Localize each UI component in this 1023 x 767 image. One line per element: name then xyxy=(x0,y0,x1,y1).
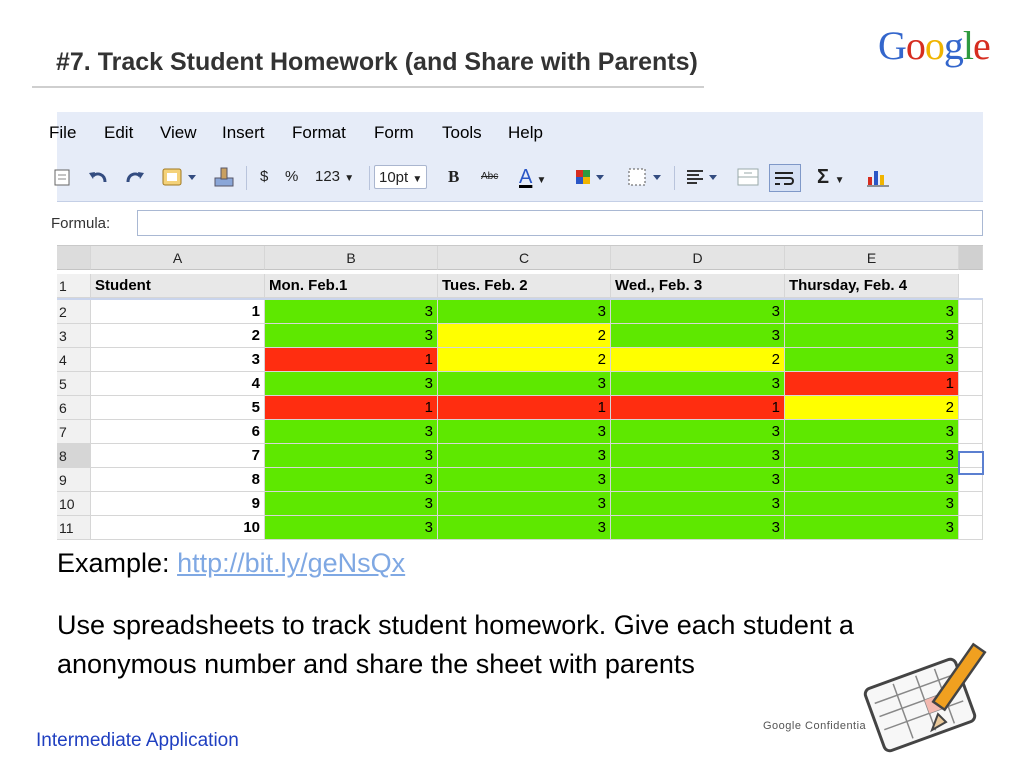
score-cell[interactable]: 3 xyxy=(438,468,611,492)
bold-button[interactable]: B xyxy=(448,167,460,186)
score-cell[interactable]: 1 xyxy=(438,396,611,420)
chevron-down-icon: ▼ xyxy=(344,173,355,184)
score-cell[interactable]: 3 xyxy=(611,444,785,468)
row-header[interactable]: 4 xyxy=(57,348,91,372)
menu-file[interactable]: File xyxy=(49,123,77,142)
score-cell[interactable]: 3 xyxy=(438,516,611,540)
fill-color-button[interactable] xyxy=(574,165,608,189)
sum-icon: Σ xyxy=(817,166,830,188)
undo-icon[interactable] xyxy=(87,165,111,189)
example-label: Example: xyxy=(57,548,178,578)
menu-form[interactable]: Form xyxy=(374,123,414,142)
column-title-cell[interactable]: Thursday, Feb. 4 xyxy=(785,274,959,298)
empty-cell[interactable] xyxy=(959,396,983,420)
borders-button[interactable] xyxy=(627,165,667,189)
logo-letter: l xyxy=(962,23,974,68)
score-cell[interactable]: 3 xyxy=(785,492,959,516)
font-size-select[interactable] xyxy=(374,165,427,189)
clear-format-icon[interactable] xyxy=(212,165,236,189)
row-header[interactable]: 3 xyxy=(57,324,91,348)
student-cell[interactable]: 5 xyxy=(91,396,265,420)
chart-icon[interactable] xyxy=(865,165,891,189)
score-cell[interactable]: 3 xyxy=(265,444,438,468)
score-cell[interactable]: 3 xyxy=(265,468,438,492)
menu-tools[interactable]: Tools xyxy=(442,123,482,142)
student-cell[interactable]: 8 xyxy=(91,468,265,492)
empty-cell[interactable] xyxy=(959,324,983,348)
student-cell[interactable]: 1 xyxy=(91,300,265,324)
student-cell[interactable]: 10 xyxy=(91,516,265,540)
percent-button[interactable]: % xyxy=(285,168,299,185)
empty-cell[interactable] xyxy=(959,516,983,540)
formula-bar xyxy=(51,202,983,246)
student-cell[interactable]: 6 xyxy=(91,420,265,444)
align-button[interactable] xyxy=(685,165,725,189)
empty-cell[interactable] xyxy=(959,300,983,324)
score-cell[interactable]: 3 xyxy=(438,492,611,516)
score-cell[interactable]: 3 xyxy=(265,300,438,324)
column-header-a[interactable]: A xyxy=(91,246,265,270)
spreadsheet-pencil-icon xyxy=(866,636,1006,756)
empty-cell[interactable] xyxy=(959,348,983,372)
student-cell[interactable]: 3 xyxy=(91,348,265,372)
menu-view[interactable]: View xyxy=(160,123,197,142)
logo-letter: o xyxy=(905,23,925,68)
spreadsheet-grid xyxy=(57,246,983,535)
score-cell[interactable]: 1 xyxy=(611,396,785,420)
print-icon[interactable] xyxy=(53,165,73,189)
description-text: Use spreadsheets to track student homework. Give each student a anonymous number and share the sheet with parents xyxy=(57,610,854,679)
logo-letter: G xyxy=(878,23,906,68)
formula-label: Formula: xyxy=(51,215,111,232)
column-title-cell[interactable]: Student xyxy=(91,274,265,298)
row-header[interactable]: 9 xyxy=(57,468,91,492)
logo-letter: o xyxy=(924,23,944,68)
score-cell[interactable]: 1 xyxy=(265,348,438,372)
example-line xyxy=(57,548,405,579)
confidential-label: Google Confidentia xyxy=(763,720,867,732)
column-header-d[interactable]: D xyxy=(611,246,785,270)
strikethrough-button[interactable]: Abc xyxy=(481,171,499,182)
score-cell[interactable]: 2 xyxy=(438,324,611,348)
row-header[interactable]: 1 xyxy=(57,274,91,298)
menu-bar xyxy=(49,112,983,152)
number-format-button[interactable] xyxy=(315,165,354,189)
chevron-down-icon: ▼ xyxy=(834,175,845,186)
score-cell[interactable]: 3 xyxy=(611,324,785,348)
empty-cell[interactable] xyxy=(959,372,983,396)
row-header[interactable]: 11 xyxy=(57,516,91,540)
student-cell[interactable]: 7 xyxy=(91,444,265,468)
logo-letter: e xyxy=(973,23,990,68)
score-cell[interactable]: 3 xyxy=(611,300,785,324)
column-title-cell[interactable]: Wed., Feb. 3 xyxy=(611,274,785,298)
google-logo xyxy=(878,22,990,69)
row-header[interactable]: 8 xyxy=(57,444,91,468)
row-header[interactable]: 5 xyxy=(57,372,91,396)
score-cell[interactable]: 3 xyxy=(785,516,959,540)
student-cell[interactable]: 2 xyxy=(91,324,265,348)
row-header[interactable]: 7 xyxy=(57,420,91,444)
empty-cell[interactable] xyxy=(959,492,983,516)
score-cell[interactable]: 3 xyxy=(611,516,785,540)
text-color-icon: A xyxy=(519,166,533,188)
logo-letter: g xyxy=(943,23,963,68)
title-divider xyxy=(32,86,704,88)
score-cell[interactable]: 3 xyxy=(265,516,438,540)
column-title-cell[interactable]: Tues. Feb. 2 xyxy=(438,274,611,298)
score-cell[interactable]: 3 xyxy=(265,324,438,348)
row-header[interactable]: 2 xyxy=(57,300,91,324)
formula-input[interactable] xyxy=(137,210,983,236)
menu-help[interactable]: Help xyxy=(508,123,543,142)
redo-icon[interactable] xyxy=(123,165,147,189)
score-cell[interactable]: 3 xyxy=(611,492,785,516)
text-color-button[interactable] xyxy=(519,165,546,189)
score-cell[interactable]: 3 xyxy=(611,372,785,396)
column-header-e[interactable]: E xyxy=(785,246,959,270)
score-cell[interactable]: 3 xyxy=(438,300,611,324)
chevron-down-icon: ▼ xyxy=(412,174,423,185)
student-cell[interactable]: 4 xyxy=(91,372,265,396)
column-title-cell[interactable]: Mon. Feb.1 xyxy=(265,274,438,298)
score-cell[interactable]: 3 xyxy=(785,324,959,348)
student-cell[interactable]: 9 xyxy=(91,492,265,516)
score-cell[interactable]: 3 xyxy=(265,492,438,516)
toolbar xyxy=(57,152,983,202)
wrap-text-button[interactable] xyxy=(769,164,801,192)
score-cell[interactable]: 2 xyxy=(785,396,959,420)
score-cell[interactable]: 3 xyxy=(785,348,959,372)
currency-button[interactable]: $ xyxy=(260,168,269,185)
slide-title: #7. Track Student Homework (and Share with Parents) xyxy=(56,48,698,76)
menu-format[interactable]: Format xyxy=(292,123,346,142)
font-size-value: 10pt xyxy=(379,169,409,186)
score-cell[interactable]: 3 xyxy=(438,372,611,396)
menu-edit[interactable]: Edit xyxy=(104,123,134,142)
score-cell[interactable]: 3 xyxy=(785,444,959,468)
column-header-b[interactable]: B xyxy=(265,246,438,270)
number-format-label: 123 xyxy=(315,168,341,185)
score-cell[interactable]: 3 xyxy=(785,300,959,324)
merge-cells-icon[interactable] xyxy=(736,165,760,189)
chevron-down-icon: ▼ xyxy=(536,175,547,186)
example-link[interactable]: http://bit.ly/geNsQx xyxy=(177,548,406,578)
column-header-c[interactable]: C xyxy=(438,246,611,270)
score-cell[interactable]: 3 xyxy=(785,468,959,492)
score-cell[interactable]: 1 xyxy=(785,372,959,396)
select-all-corner[interactable] xyxy=(57,246,91,270)
score-cell[interactable]: 2 xyxy=(438,348,611,372)
row-header[interactable]: 10 xyxy=(57,492,91,516)
menu-insert[interactable]: Insert xyxy=(222,123,265,142)
score-cell[interactable]: 3 xyxy=(611,420,785,444)
score-cell[interactable]: 3 xyxy=(438,444,611,468)
score-cell[interactable]: 3 xyxy=(265,372,438,396)
sum-button[interactable] xyxy=(817,165,844,189)
category-label: Intermediate Application xyxy=(36,730,239,751)
score-cell[interactable]: 2 xyxy=(611,348,785,372)
row-header[interactable]: 6 xyxy=(57,396,91,420)
spreadsheet-screenshot xyxy=(49,112,983,536)
empty-cell[interactable] xyxy=(959,420,983,444)
paint-format-icon[interactable] xyxy=(161,165,201,189)
score-cell[interactable]: 3 xyxy=(265,420,438,444)
score-cell[interactable]: 3 xyxy=(785,420,959,444)
score-cell[interactable]: 3 xyxy=(438,420,611,444)
selected-cell-outline xyxy=(958,451,984,475)
score-cell[interactable]: 1 xyxy=(265,396,438,420)
score-cell[interactable]: 3 xyxy=(611,468,785,492)
column-header-extra xyxy=(959,246,983,270)
